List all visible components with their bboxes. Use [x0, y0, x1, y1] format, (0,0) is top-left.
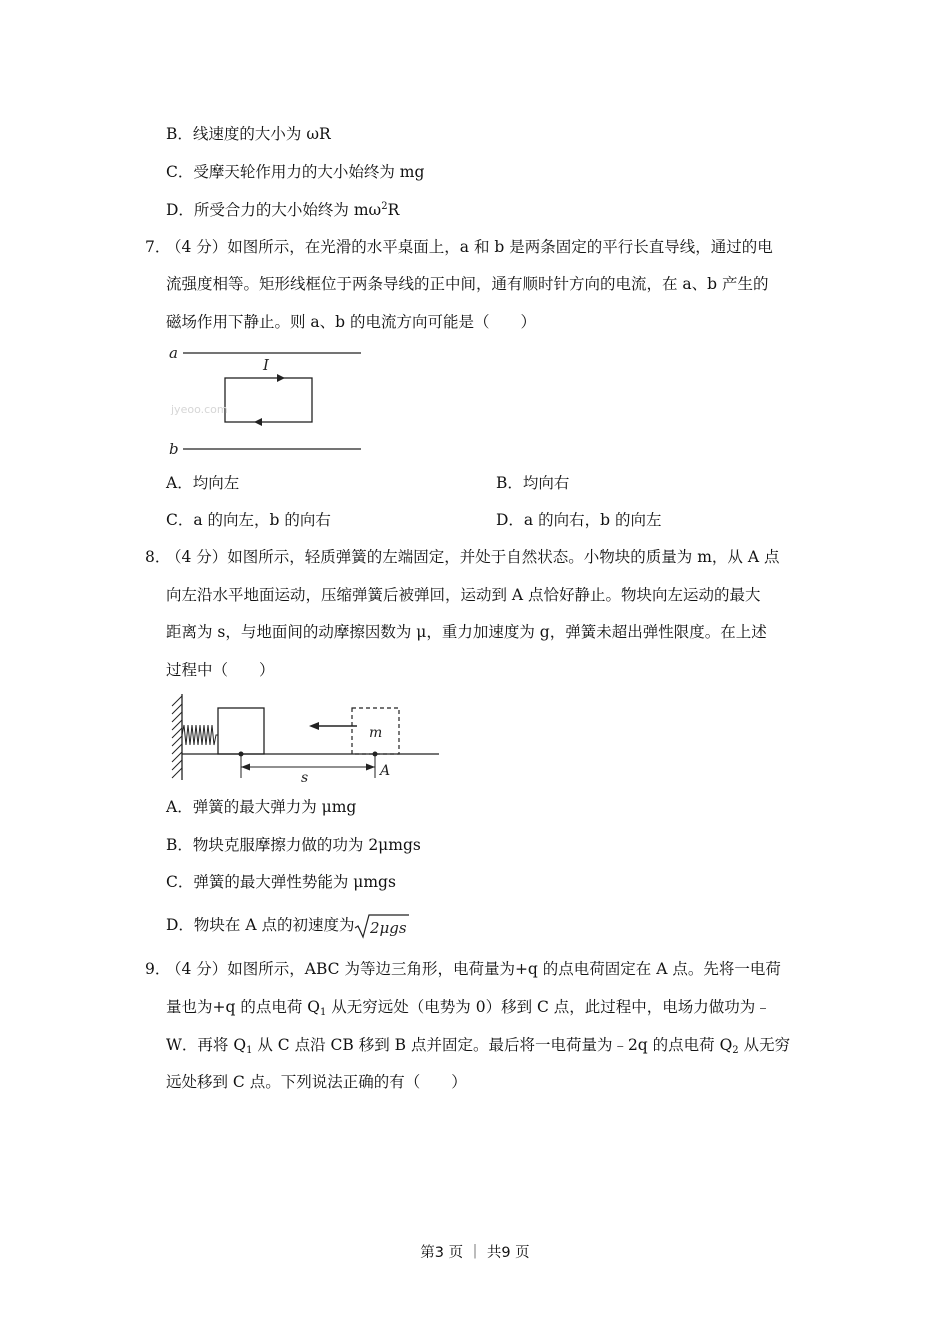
q8-label-m: m	[369, 725, 383, 741]
q7-number: 7．	[145, 238, 171, 256]
sqrt-radicand: 2μgs	[370, 919, 408, 937]
q8-option-a: A．弹簧的最大弹力为 μmg	[166, 798, 357, 816]
sqrt-sign-icon	[354, 913, 410, 939]
q6-option-c: C．受摩天轮作用力的大小始终为 mg	[166, 163, 425, 181]
q7-label-current: I	[263, 356, 269, 374]
q9-line3-part-a: W．再将 Q	[166, 1036, 247, 1054]
dimension-right-arrow-icon	[366, 764, 375, 771]
q8-option-d-text: D．物块在 A 点的初速度为	[166, 916, 355, 934]
q7-option-d: D．a 的向右，b 的向左	[496, 511, 662, 529]
top-arrow-icon	[277, 374, 285, 382]
sqrt-expression	[354, 913, 410, 939]
q8-stem-line-1: （4 分）如图所示，轻质弹簧的左端固定，并处于自然状态。小物块的质量为 m，从 A 点	[166, 548, 780, 566]
q8-label-s: s	[301, 770, 309, 784]
block	[218, 708, 264, 754]
q7-option-c: C．a 的向左，b 的向右	[166, 511, 331, 529]
watermark: jyeoo.com	[171, 403, 228, 416]
q7-stem-line-3: 磁场作用下静止。则 a、b 的电流方向可能是（ ）	[166, 313, 537, 331]
wall-hatching	[172, 696, 182, 778]
q9-line2-sub: 1	[319, 1007, 327, 1018]
q7-stem-line-1: （4 分）如图所示，在光滑的水平桌面上，a 和 b 是两条固定的平行长直导线，通过的电	[166, 238, 773, 256]
q8-figure	[165, 692, 445, 784]
q8-option-b: B．物块克服摩擦力做的功为 2μmgs	[166, 836, 421, 854]
spring	[182, 725, 218, 745]
q9-line3-sub-2: 2	[732, 1045, 739, 1056]
q8-stem-line-2: 向左沿水平地面运动，压缩弹簧后被弹回，运动到 A 点恰好静止。物块向左运动的最大	[166, 586, 761, 604]
q7-option-b: B．均向右	[496, 474, 570, 492]
q8-option-d	[166, 913, 410, 939]
q9-line3-part-c: 从无穷	[738, 1036, 791, 1054]
point-a-dot	[373, 752, 378, 757]
q6-option-b: B．线速度的大小为 ωR	[166, 125, 331, 143]
q6-option-d-text: D．所受合力的大小始终为 mω	[166, 201, 382, 219]
q8-number: 8．	[145, 548, 171, 566]
rectangular-loop	[225, 378, 312, 422]
q7-label-a: a	[169, 344, 178, 362]
q8-stem-line-3: 距离为 s，与地面间的动摩擦因数为 μ，重力加速度为 g，弹簧未超出弹性限度。在上述	[166, 623, 767, 641]
q8-option-c: C．弹簧的最大弹性势能为 μmgs	[166, 873, 396, 891]
q9-stem-line-4: 远处移到 C 点。下列说法正确的有（ ）	[166, 1073, 467, 1091]
page-footer: 第3 页 ｜ 共9 页	[420, 1245, 530, 1261]
q9-line3-sub-1: 1	[246, 1045, 253, 1056]
q8-label-A: A	[380, 763, 391, 779]
q9-line2-part-b: 从无穷远处（电势为 0）移到 C 点，此过程中，电场力做功为﹣	[326, 998, 771, 1016]
q6-option-d-exponent: 2	[381, 201, 388, 212]
q8-stem-line-4: 过程中（ ）	[166, 661, 275, 679]
dimension-left-arrow-icon	[241, 764, 250, 771]
q7-option-a: A．均向左	[166, 474, 240, 492]
q9-line2-part-a: 量也为+q 的点电荷 Q	[166, 998, 320, 1016]
q9-stem-line-2	[166, 997, 806, 1017]
q9-stem-line-3	[166, 1035, 806, 1055]
bottom-arrow-icon	[254, 418, 262, 426]
q9-number: 9．	[145, 960, 171, 978]
q7-figure	[165, 343, 370, 458]
q6-option-d	[166, 200, 399, 220]
q9-stem-line-1: （4 分）如图所示，ABC 为等边三角形，电荷量为+q 的点电荷固定在 A 点。先将一电荷	[166, 960, 781, 978]
q7-label-b: b	[169, 440, 179, 458]
left-arrow-icon	[309, 722, 319, 730]
q6-option-d-suffix: R	[387, 201, 400, 219]
q9-line3-part-b: 从 C 点沿 CB 移到 B 点并固定。最后将一电荷量为﹣2q 的点电荷 Q	[252, 1036, 733, 1054]
q7-stem-line-2: 流强度相等。矩形线框位于两条导线的正中间，通有顺时针方向的电流，在 a、b 产生的	[166, 275, 769, 293]
